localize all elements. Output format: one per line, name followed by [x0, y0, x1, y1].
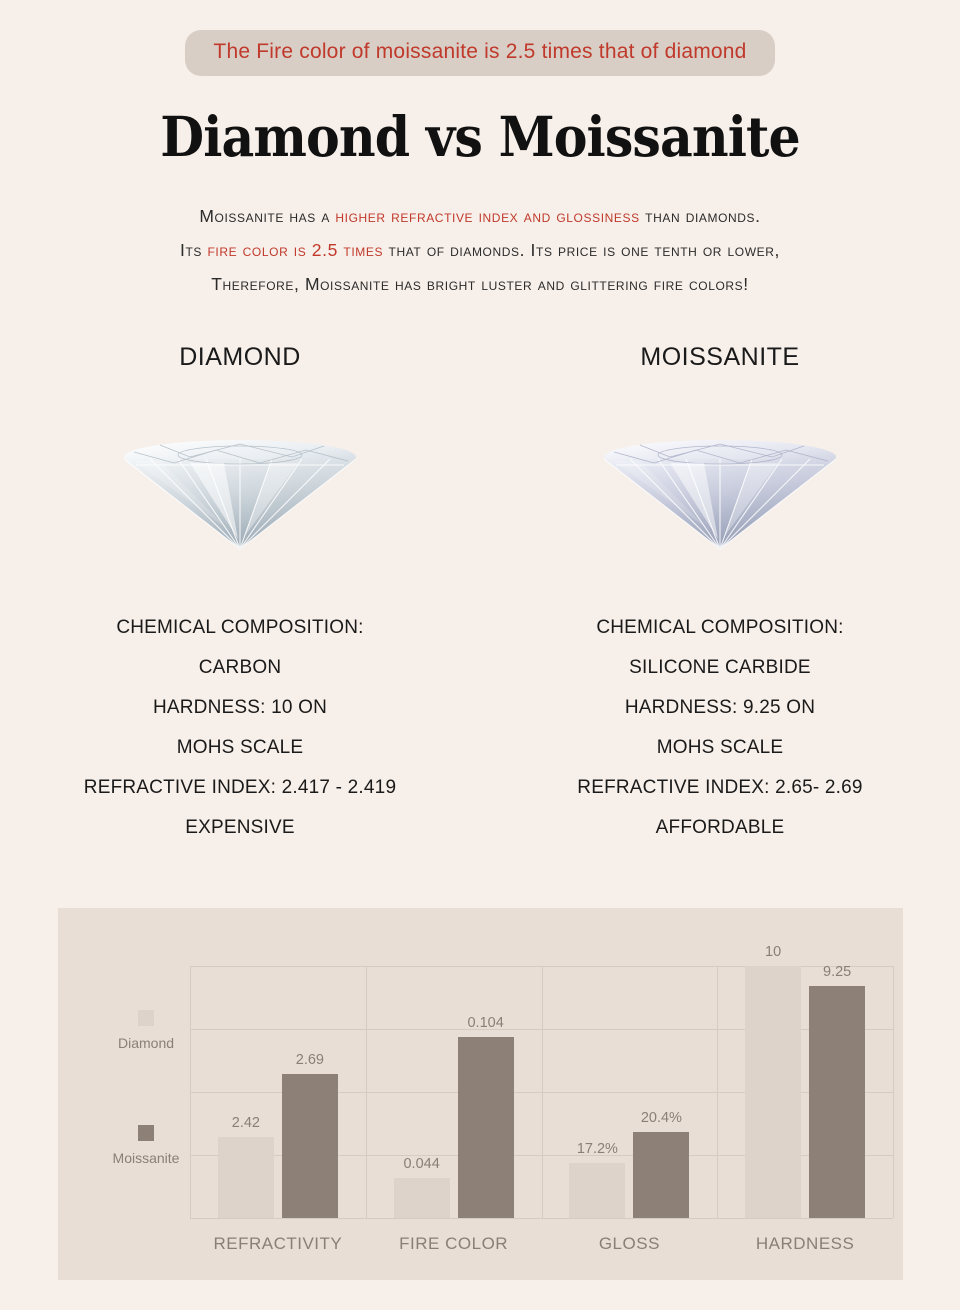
intro-line3: Therefore, Moissanite has bright luster and glittering fire colors!	[211, 274, 749, 294]
spec-line: EXPENSIVE	[185, 817, 295, 838]
x-axis-label: REFRACTIVITY	[213, 1234, 343, 1253]
specs-diamond	[0, 608, 480, 848]
page-title: Diamond vs Moissanite	[160, 104, 800, 169]
column-diamond	[0, 343, 480, 848]
axis-divider	[893, 966, 894, 1218]
banner-container	[0, 30, 960, 76]
x-axis-label: FIRE COLOR	[399, 1234, 509, 1253]
diamond-gem-illustration	[120, 419, 360, 554]
bar-value-label: 9.25	[823, 964, 852, 981]
intro-line2-highlight: fire color is 2.5 times	[207, 240, 384, 260]
headline-banner: The Fire color of moissanite is 2.5 times that of diamond	[185, 30, 774, 76]
spec-line: HARDNESS: 9.25 ON	[624, 697, 816, 718]
bar-moissanite-refractivity	[282, 1052, 338, 1218]
chart-legend	[86, 1010, 206, 1166]
bar-moissanite-hardness	[809, 964, 865, 1218]
moissanite-gem-illustration	[600, 419, 840, 554]
bar-value-label: 0.104	[467, 1014, 504, 1031]
x-axis-label: GLOSS	[598, 1234, 660, 1253]
spec-line: CHEMICAL COMPOSITION:	[116, 617, 364, 638]
intro-line1-highlight: higher refractive index and glossiness	[335, 206, 640, 226]
spec-line: CHEMICAL COMPOSITION:	[596, 617, 844, 638]
bar-diamond-fire-color	[394, 1155, 450, 1218]
chart-bar-groups	[190, 944, 893, 1218]
bar-group-hardness	[717, 944, 893, 1218]
legend-item-moissanite	[86, 1125, 206, 1166]
bar-value-label: 2.42	[231, 1115, 260, 1132]
comparison-bar-chart	[58, 908, 903, 1280]
bar-moissanite-fire-color	[458, 1014, 514, 1218]
spec-line: SILICONE CARBIDE	[629, 657, 811, 678]
bar-diamond-hardness	[745, 944, 801, 1218]
intro-line2-b: that of diamonds. Its price is one tenth or lower,	[383, 240, 780, 260]
legend-item-diamond	[86, 1010, 206, 1051]
chart-plot-area	[190, 944, 893, 1218]
spec-line: CARBON	[198, 657, 282, 678]
legend-swatch-diamond	[138, 1010, 154, 1026]
comparison-columns	[0, 343, 960, 848]
bar-value-label: 17.2%	[576, 1140, 618, 1157]
bar-diamond-refractivity	[218, 1115, 274, 1218]
gem-box-diamond	[0, 386, 480, 586]
spec-line: MOHS SCALE	[656, 737, 784, 758]
bar-diamond-gloss	[569, 1140, 625, 1218]
bar-group-fire-color	[366, 966, 542, 1218]
gridline	[190, 1218, 893, 1219]
legend-label-diamond: Diamond	[117, 1035, 175, 1051]
intro-line1-b: than diamonds.	[639, 206, 761, 226]
chart-x-axis-labels	[190, 1234, 893, 1254]
spec-line: MOHS SCALE	[176, 737, 304, 758]
spec-line: REFRACTIVE INDEX: 2.417 - 2.419	[83, 777, 397, 798]
bar-value-label: 20.4%	[640, 1110, 682, 1127]
bar-value-label: 10	[765, 944, 782, 960]
intro-paragraph	[100, 199, 860, 301]
column-title-diamond: DIAMOND	[179, 343, 301, 371]
spec-line: HARDNESS: 10 ON	[152, 697, 328, 718]
intro-line1-a: Moissanite has a	[199, 206, 336, 226]
bar-group-gloss	[542, 966, 718, 1218]
column-title-moissanite: MOISSANITE	[640, 343, 800, 371]
legend-swatch-moissanite	[138, 1125, 154, 1141]
bar-value-label: 2.69	[295, 1052, 324, 1069]
legend-label-moissanite: Moissanite	[112, 1150, 180, 1166]
specs-moissanite	[480, 608, 960, 848]
x-axis-label: HARDNESS	[755, 1234, 855, 1253]
gem-box-moissanite	[480, 386, 960, 586]
column-moissanite	[480, 343, 960, 848]
bar-value-label: 0.044	[403, 1155, 440, 1172]
bar-group-refractivity	[190, 966, 366, 1218]
spec-line: AFFORDABLE	[655, 817, 785, 838]
spec-line: REFRACTIVE INDEX: 2.65- 2.69	[577, 777, 863, 798]
intro-line2-a: Its	[180, 240, 208, 260]
bar-moissanite-gloss	[633, 1110, 689, 1218]
